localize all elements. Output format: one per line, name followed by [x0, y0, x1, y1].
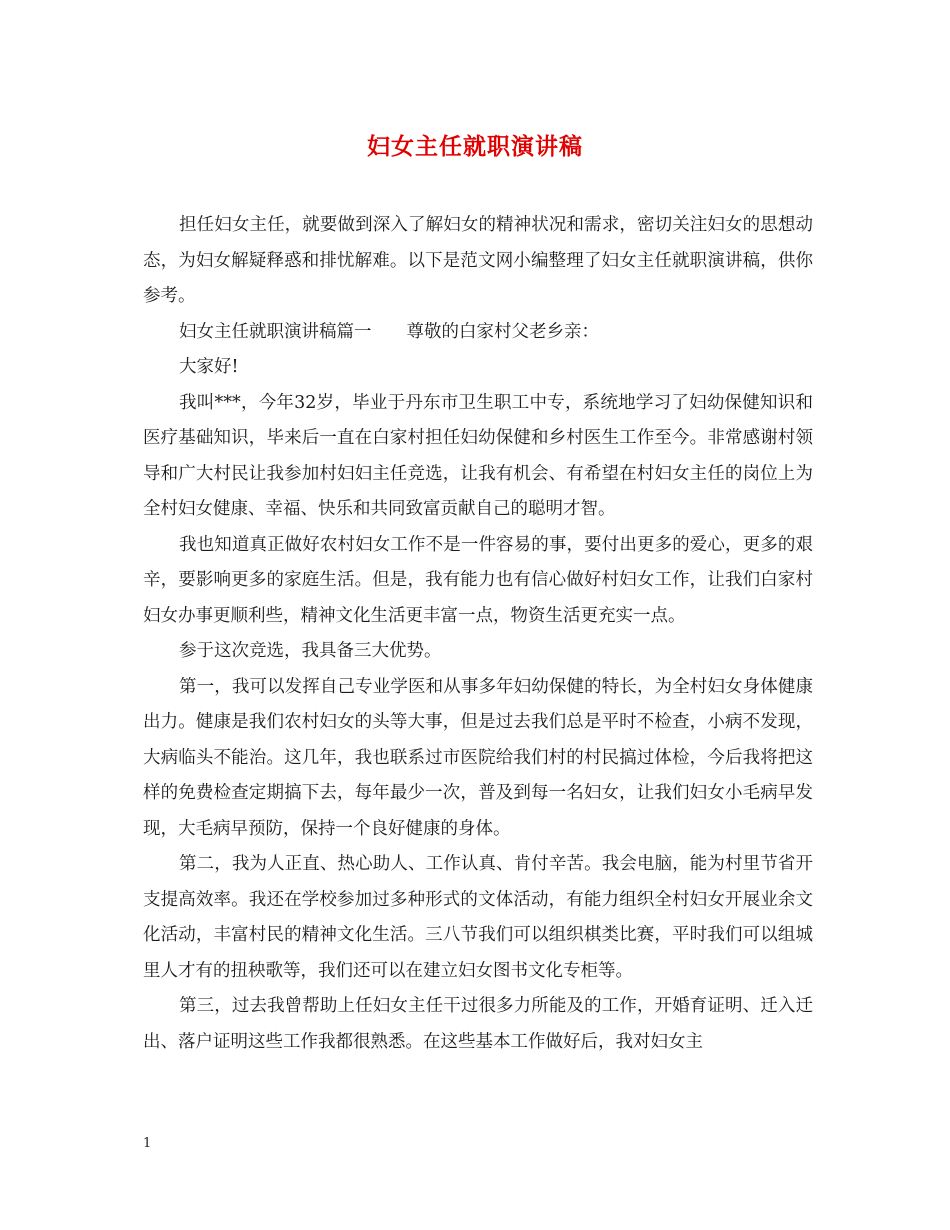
document-title: 妇女主任就职演讲稿 — [367, 133, 583, 160]
page-number: 1 — [143, 1136, 152, 1151]
paragraph-intro: 担任妇女主任，就要做到深入了解妇女的精神状况和需求，密切关注妇女的思想动态，为妇女解疑释惑和排忧解难。以下是范文网小编整理了妇女主任就职演讲稿，供你参考。 — [143, 215, 813, 306]
paragraph-advantages-intro: 参于这次竞选，我具备三大优势。 — [179, 641, 442, 661]
paragraph-commitment: 我也知道真正做好农村妇女工作不是一件容易的事，要付出更多的爱心，更多的艰辛，要影响更多的家庭生活。但是，我有能力也有信心做好村妇女工作，让我们白家村妇女办事更顺利些，精神文化生活更丰富一点，物资生活更充实一点。 — [143, 534, 813, 626]
paragraph-advantage-three: 第三，过去我曾帮助上任妇女主任干过很多力所能及的工作，开婚育证明、迁入迁出、落户证明这些工作我都很熟悉。在这些基本工作做好后，我对妇女主 — [143, 996, 813, 1052]
paragraph-salutation: 妇女主任就职演讲稿篇一 尊敬的白家村父老乡亲： — [179, 321, 599, 342]
document-body — [143, 208, 813, 1060]
paragraph-greeting: 大家好! — [179, 357, 239, 377]
paragraph-self-introduction: 我叫***，今年32岁，毕业于丹东市卫生职工中专，系统地学习了妇幼保健知识和医疗基础知识，毕来后一直在白家村担任妇幼保健和乡村医生工作至今。非常感谢村领导和广大村民让我参加村妇妇主任竞选，让我有机会、有希望在村妇女主任的岗位上为全村妇女健康、幸福、快乐和共同致富贡献自己的聪明才智。 — [143, 392, 813, 519]
paragraph-advantage-one: 第一，我可以发挥自己专业学医和从事多年妇幼保健的特长，为全村妇女身体健康出力。健康是我们农村妇女的头等大事，但是过去我们总是平时不检查，小病不发现，大病临头不能治。这几年，我也联系过市医院给我们村的村民搞过体检，今后我将把这样的免费检查定期搞下去，每年最少一次，普及到每一名妇女，让我们妇女小毛病早发现，大毛病早预防，保持一个良好健康的身体。 — [143, 676, 813, 839]
paragraph-advantage-two: 第二，我为人正直、热心助人、工作认真、肯付辛苦。我会电脑，能为村里节省开支提高效率。我还在学校参加过多种形式的文体活动，有能力组织全村妇女开展业余文化活动，丰富村民的精神文化生活。三八节我们可以组织棋类比赛，平时我们可以组城里人才有的扭秧歌等，我们还可以在建立妇女图书文化专柜等。 — [143, 854, 813, 981]
